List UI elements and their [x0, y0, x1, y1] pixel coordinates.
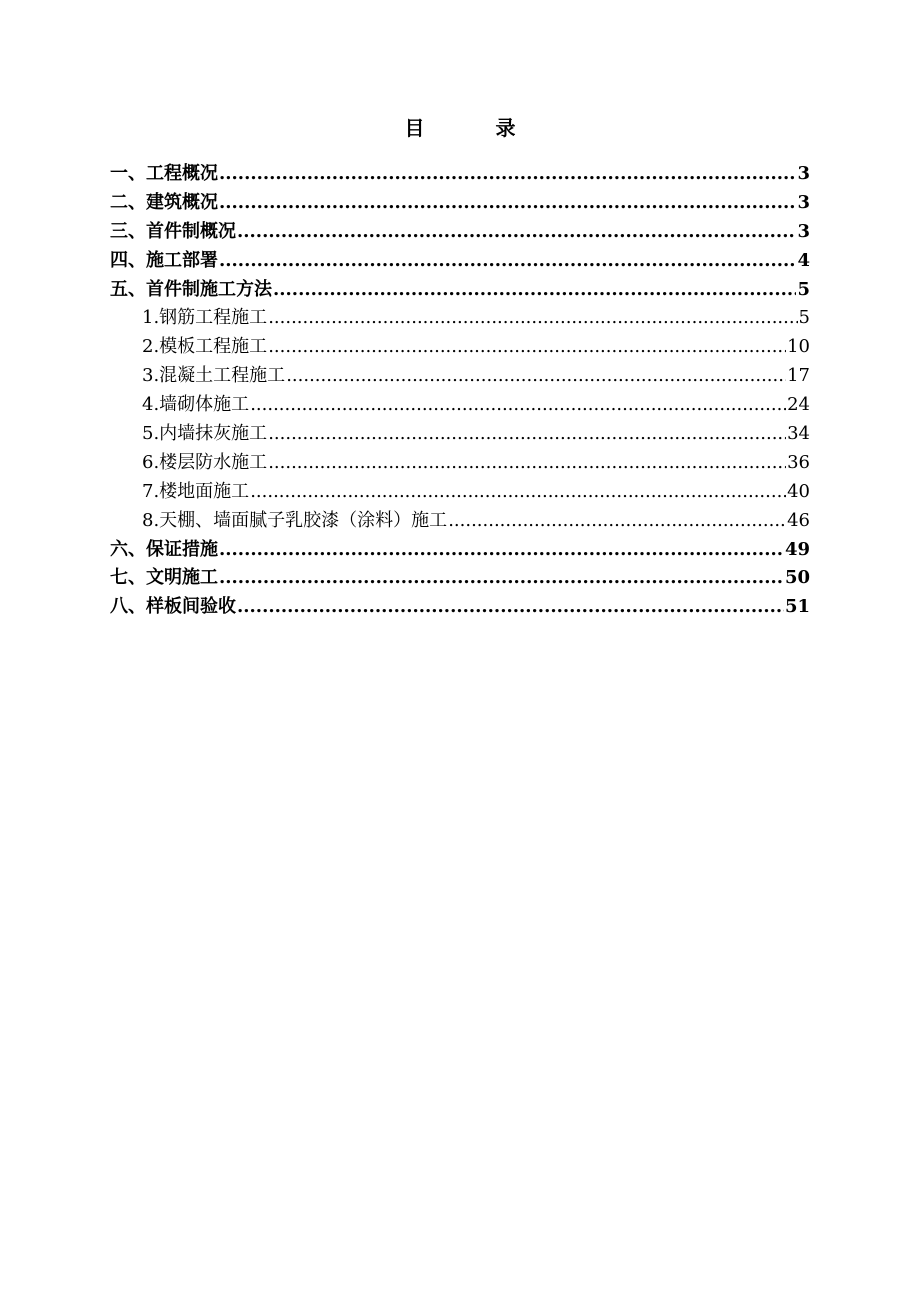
toc-dot-leader: [250, 391, 786, 420]
toc-page-number: 46: [787, 509, 810, 531]
toc-entry-building-overview[interactable]: [110, 189, 810, 218]
toc-subentry-flooring[interactable]: [110, 478, 810, 507]
toc-page-number: 17: [787, 365, 810, 387]
toc-subentry-rebar[interactable]: [110, 304, 810, 333]
toc-subentry-ceiling-wall-paint[interactable]: [110, 507, 810, 536]
toc-entry-label: 3.混凝土工程施工: [142, 365, 286, 387]
toc-entry-construction-methods[interactable]: [110, 276, 810, 305]
toc-subentry-formwork[interactable]: [110, 333, 810, 362]
toc-dot-leader: [237, 218, 796, 247]
toc-subentry-waterproofing[interactable]: [110, 449, 810, 478]
toc-page-number: 50: [784, 567, 810, 589]
toc-dot-leader: [286, 362, 786, 391]
toc-entry-label: 6.楼层防水施工: [142, 451, 268, 473]
toc-entry-label: 六、保证措施: [110, 538, 218, 560]
toc-dot-leader: [268, 449, 786, 478]
toc-dot-leader: [219, 247, 796, 276]
toc-page-number: 49: [784, 538, 810, 560]
toc-entry-sample-room-acceptance[interactable]: [110, 593, 810, 622]
toc-dot-leader: [237, 593, 784, 622]
toc-entry-engineering-overview[interactable]: [110, 160, 810, 189]
toc-entry-label: 八、样板间验收: [110, 596, 236, 618]
toc-entry-label: 1.钢筋工程施工: [142, 307, 268, 329]
toc-subentry-plastering[interactable]: [110, 420, 810, 449]
toc-entry-label: 四、施工部署: [110, 249, 218, 271]
toc-page-number: 36: [787, 451, 810, 473]
toc-dot-leader: [219, 536, 784, 565]
toc-entry-label: 五、首件制施工方法: [110, 278, 272, 300]
toc-dot-leader: [268, 333, 786, 362]
toc-dot-leader: [448, 507, 786, 536]
toc-entry-label: 7.楼地面施工: [142, 480, 250, 502]
toc-page-number: 4: [797, 249, 810, 271]
toc-entry-guarantee-measures[interactable]: [110, 536, 810, 565]
toc-entry-first-piece-overview[interactable]: [110, 218, 810, 247]
toc-entry-label: 2.模板工程施工: [142, 336, 268, 358]
toc-dot-leader: [273, 276, 796, 305]
toc-page-number: 24: [787, 394, 810, 416]
toc-subentry-concrete[interactable]: [110, 362, 810, 391]
toc-title: 目 录: [404, 116, 548, 140]
toc-page-number: 34: [787, 423, 810, 445]
toc-entry-label: 二、建筑概况: [110, 191, 218, 213]
toc-dot-leader: [268, 420, 786, 449]
toc-entry-label: 七、文明施工: [110, 567, 218, 589]
toc-dot-leader: [219, 564, 784, 593]
toc-entry-label: 三、首件制概况: [110, 220, 236, 242]
toc-entry-civilized-construction[interactable]: [110, 564, 810, 593]
toc-page-number: 3: [797, 191, 810, 213]
toc-page-number: 10: [787, 336, 810, 358]
toc-page-number: 5: [798, 307, 810, 329]
toc-subentry-masonry[interactable]: [110, 391, 810, 420]
toc-page-number: 5: [797, 278, 810, 300]
toc-dot-leader: [268, 304, 797, 333]
toc-page-number: 51: [784, 596, 810, 618]
toc-page-number: 40: [787, 480, 810, 502]
table-of-contents: [110, 160, 810, 622]
toc-dot-leader: [219, 160, 796, 189]
toc-entry-label: 8.天棚、墙面腻子乳胶漆（涂料）施工: [142, 509, 448, 531]
toc-page-number: 3: [797, 163, 810, 184]
toc-entry-label: 5.内墙抹灰施工: [142, 423, 268, 445]
toc-dot-leader: [250, 478, 786, 507]
toc-page-number: 3: [797, 220, 810, 242]
toc-entry-label: 4.墙砌体施工: [142, 394, 250, 416]
toc-entry-construction-deployment[interactable]: [110, 247, 810, 276]
toc-entry-label: 一、工程概况: [110, 163, 218, 184]
toc-dot-leader: [219, 189, 796, 218]
